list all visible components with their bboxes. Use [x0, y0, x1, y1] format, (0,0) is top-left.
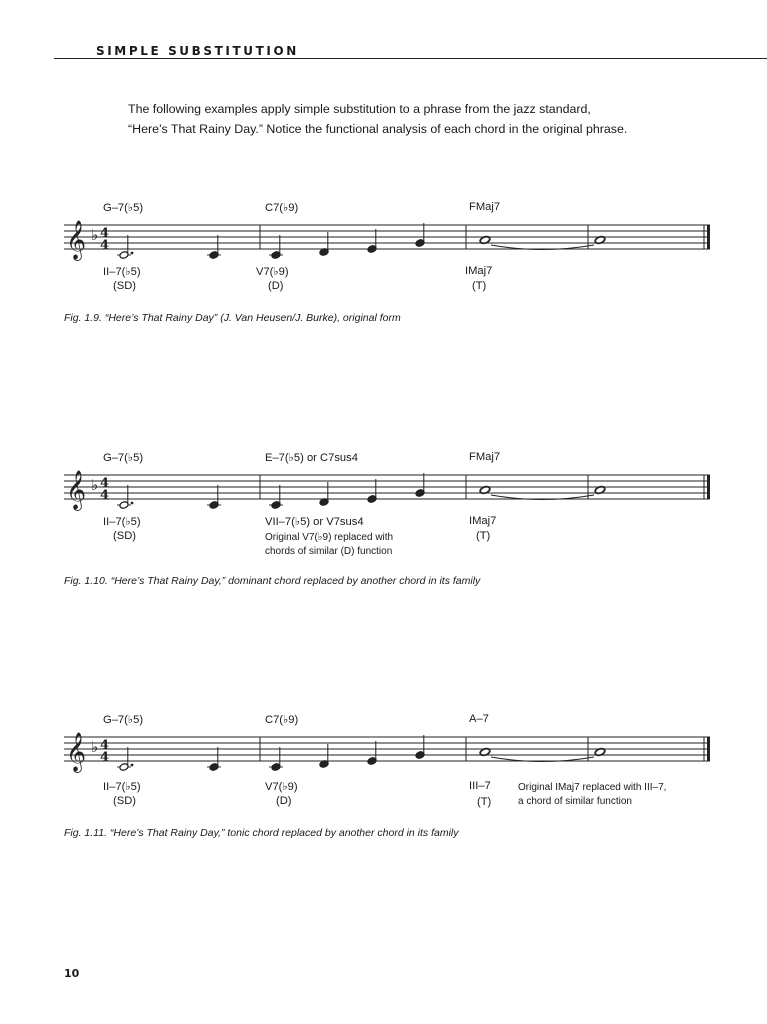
figure-caption: Fig. 1.11. “Here’s That Rainy Day,” tonic chord replaced by another chord in its family	[64, 827, 459, 839]
roman-numeral: V7(♭9)	[265, 781, 298, 793]
final-barline-thick	[707, 475, 710, 499]
time-signature-top: 4	[100, 738, 110, 753]
running-header: SIMPLE SUBSTITUTION	[96, 44, 299, 58]
chord-symbol: E–7(♭5) or C7sus4	[265, 452, 358, 464]
music-staff	[64, 460, 714, 540]
roman-numeral: II–7(♭5)	[103, 516, 141, 528]
roman-numeral: V7(♭9)	[256, 266, 289, 278]
augmentation-dot	[131, 502, 134, 505]
flat-key-signature: ♭	[91, 226, 99, 244]
treble-clef-icon: 𝄞	[66, 220, 87, 260]
chord-symbol: FMaj7	[469, 201, 501, 213]
figure-caption: Fig. 1.10. “Here’s That Rainy Day,” dominant chord replaced by another chord in its family	[64, 575, 481, 587]
treble-clef-icon: 𝄞	[66, 732, 87, 772]
time-signature-top: 4	[100, 476, 110, 491]
time-signature-bottom: 4	[100, 750, 110, 765]
time-signature-bottom: 4	[100, 488, 110, 503]
function-label: (SD)	[113, 280, 136, 292]
roman-numeral: II–7(♭5)	[103, 266, 141, 278]
function-label: (D)	[276, 795, 292, 807]
function-label: (D)	[268, 280, 284, 292]
roman-numeral: II–7(♭5)	[103, 781, 141, 793]
flat-key-signature: ♭	[91, 738, 99, 756]
function-label: (SD)	[113, 530, 136, 542]
substitution-note: Original V7(♭9) replaced with	[265, 532, 394, 543]
flat-key-signature: ♭	[91, 476, 99, 494]
treble-clef-icon: 𝄞	[66, 470, 87, 510]
chord-symbol: C7(♭9)	[265, 202, 299, 214]
roman-numeral: VII–7(♭5) or V7sus4	[265, 516, 364, 528]
chord-symbol: G–7(♭5)	[103, 714, 144, 726]
substitution-note: Original IMaj7 replaced with III–7,	[518, 782, 667, 793]
substitution-note: a chord of similar function	[518, 796, 632, 807]
chord-symbol: G–7(♭5)	[103, 452, 144, 464]
function-label: (T)	[476, 530, 491, 542]
augmentation-dot	[131, 764, 134, 767]
function-label: (T)	[477, 796, 492, 808]
chord-symbol: A–7	[469, 713, 489, 725]
substitution-note: chords of similar (D) function	[265, 546, 393, 557]
music-staff	[64, 210, 714, 290]
chord-symbol: G–7(♭5)	[103, 202, 144, 214]
page-number: 10	[64, 967, 80, 980]
time-signature-top: 4	[100, 226, 110, 241]
final-barline-thick	[707, 737, 710, 761]
final-barline-thick	[707, 225, 710, 249]
roman-numeral: III–7	[469, 780, 491, 792]
chord-symbol: C7(♭9)	[265, 714, 299, 726]
roman-numeral: IMaj7	[465, 265, 493, 277]
time-signature-bottom: 4	[100, 238, 110, 253]
intro-paragraph: The following examples apply simple substitution to a phrase from the jazz standard, “Here’s That Rainy Day.” Notice the functional analysis of each chord in the original phrase.	[128, 102, 628, 136]
augmentation-dot	[131, 252, 134, 255]
chord-symbol: FMaj7	[469, 451, 501, 463]
function-label: (SD)	[113, 795, 136, 807]
figure-caption: Fig. 1.9. “Here’s That Rainy Day” (J. Van Heusen/J. Burke), original form	[64, 312, 401, 324]
roman-numeral: IMaj7	[469, 515, 497, 527]
header-rule	[54, 58, 767, 59]
function-label: (T)	[472, 280, 487, 292]
